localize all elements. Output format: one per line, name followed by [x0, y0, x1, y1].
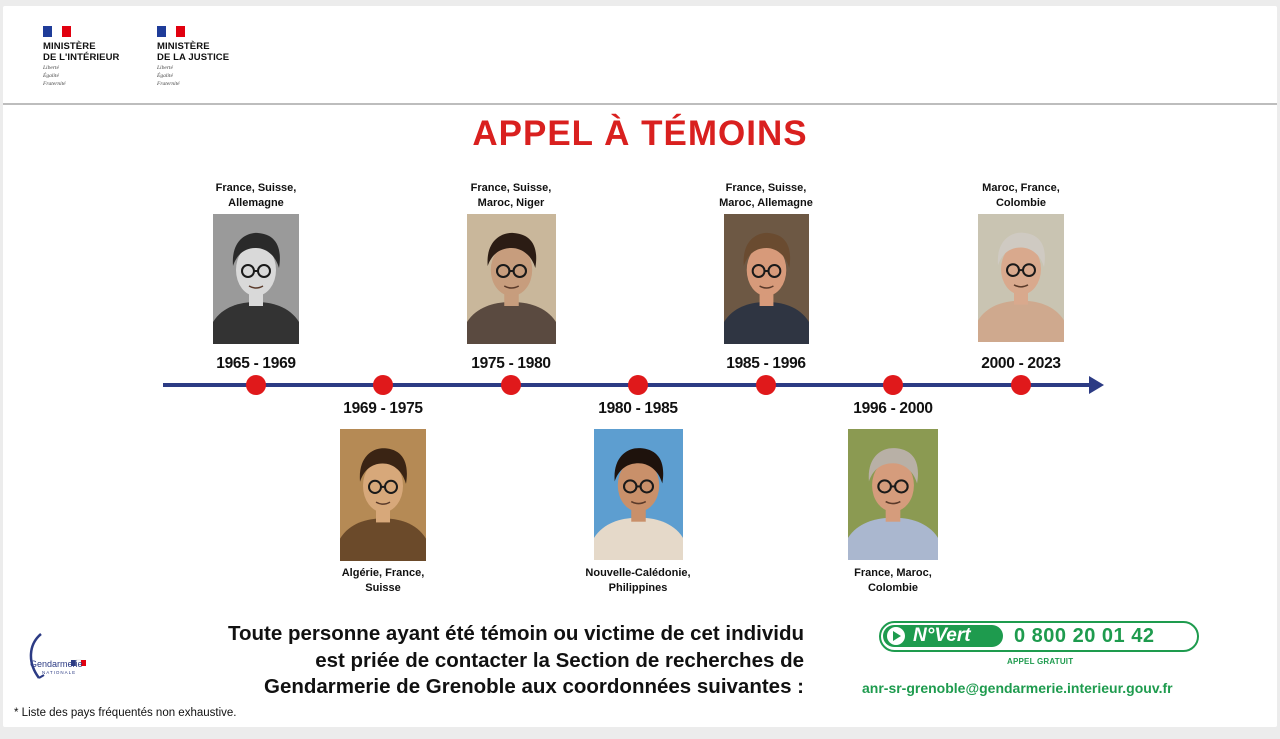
ministere-justice-logo — [157, 26, 229, 87]
countries-line: Algérie, France, — [341, 567, 425, 579]
timeline-period: 1980 - 1985 — [598, 400, 678, 417]
countries-line: Philippines — [608, 582, 668, 594]
french-flag-icon — [43, 26, 71, 37]
countries-line: Colombie — [995, 197, 1047, 209]
devise-liberte: Liberté — [43, 65, 59, 71]
numero-vert-label: N°Vert — [913, 625, 971, 646]
timeline-period: 1996 - 2000 — [853, 400, 933, 417]
timeline-period: 1969 - 1975 — [343, 400, 423, 417]
ministry-name-line2: DE L'INTÉRIEUR — [43, 52, 120, 63]
countries-line: Maroc, France, — [982, 182, 1060, 194]
contact-email-link[interactable]: anr-sr-grenoble@gendarmerie.interieur.gouv.fr — [862, 680, 1173, 696]
visited-countries — [181, 181, 331, 211]
phone-number[interactable]: 0 800 20 01 42 — [1014, 625, 1155, 647]
french-flag-icon — [157, 26, 185, 37]
visited-countries — [946, 181, 1096, 211]
timeline-dot — [756, 375, 776, 395]
countries-line: France, Suisse, — [470, 182, 552, 194]
countries-line: Allemagne — [228, 197, 284, 209]
ministry-name-line1: MINISTÈRE — [157, 41, 210, 52]
header-divider — [3, 103, 1277, 105]
visited-countries — [818, 566, 968, 596]
ministry-name-line1: MINISTÈRE — [43, 41, 96, 52]
countries-line: France, Suisse, — [215, 182, 297, 194]
countries-line: France, Suisse, — [725, 182, 807, 194]
devise-fraternite: Fraternité — [157, 81, 180, 87]
suspect-photo — [978, 214, 1064, 342]
numero-vert-badge[interactable] — [879, 621, 1199, 652]
timeline-dot — [1011, 375, 1031, 395]
visited-countries — [691, 181, 841, 211]
suspect-photo — [848, 429, 938, 560]
timeline-period: 1965 - 1969 — [216, 355, 296, 372]
gendarmerie-logo-subtext: NATIONALE — [42, 670, 77, 675]
ministry-name-line2: DE LA JUSTICE — [157, 52, 230, 63]
gendarmerie-logo-text: Gendarmerie — [30, 659, 83, 669]
devise-fraternite: Fraternité — [43, 81, 66, 87]
timeline-period: 1975 - 1980 — [471, 355, 551, 372]
timeline-dot — [246, 375, 266, 395]
appeal-line: Toute personne ayant été témoin ou victime de cet individu — [227, 622, 804, 645]
countries-line: Nouvelle-Calédonie, — [585, 567, 691, 579]
devise-egalite: Égalité — [43, 73, 59, 79]
countries-line: Maroc, Allemagne — [719, 197, 813, 209]
appeal-line: est priée de contacter la Section de recherches de — [315, 648, 804, 672]
appeal-line: Gendarmerie de Grenoble aux coordonnées suivantes : — [264, 675, 804, 698]
suspect-photo — [213, 214, 299, 344]
countries-line: Maroc, Niger — [477, 197, 545, 209]
ministere-interieur-logo — [43, 26, 120, 87]
visited-countries — [436, 181, 586, 211]
appeal-text — [124, 621, 804, 701]
suspect-photo — [340, 429, 426, 561]
devise-liberte: Liberté — [157, 65, 173, 71]
timeline-period: 2000 - 2023 — [981, 355, 1061, 372]
timeline-dot — [628, 375, 648, 395]
suspect-photo — [467, 214, 556, 344]
countries-line: France, Maroc, — [854, 567, 932, 579]
suspect-photo — [724, 214, 809, 344]
visited-countries — [308, 566, 458, 596]
devise-egalite: Égalité — [157, 73, 173, 79]
footnote: * Liste des pays fréquentés non exhaustive. — [14, 707, 237, 719]
timeline-period: 1985 - 1996 — [726, 355, 806, 372]
suspect-photo — [594, 429, 683, 560]
poster-title: APPEL À TÉMOINS — [472, 114, 808, 153]
timeline-dot — [373, 375, 393, 395]
visited-countries — [563, 566, 713, 596]
timeline-dot — [883, 375, 903, 395]
countries-line: Suisse — [365, 582, 401, 594]
timeline-arrow-icon — [1089, 376, 1104, 394]
timeline-dot — [501, 375, 521, 395]
numero-vert-pill — [883, 625, 1003, 647]
countries-line: Colombie — [867, 582, 919, 594]
gendarmerie-logo — [27, 630, 97, 686]
appel-gratuit-label: APPEL GRATUIT — [1007, 657, 1074, 666]
play-icon — [887, 627, 905, 645]
